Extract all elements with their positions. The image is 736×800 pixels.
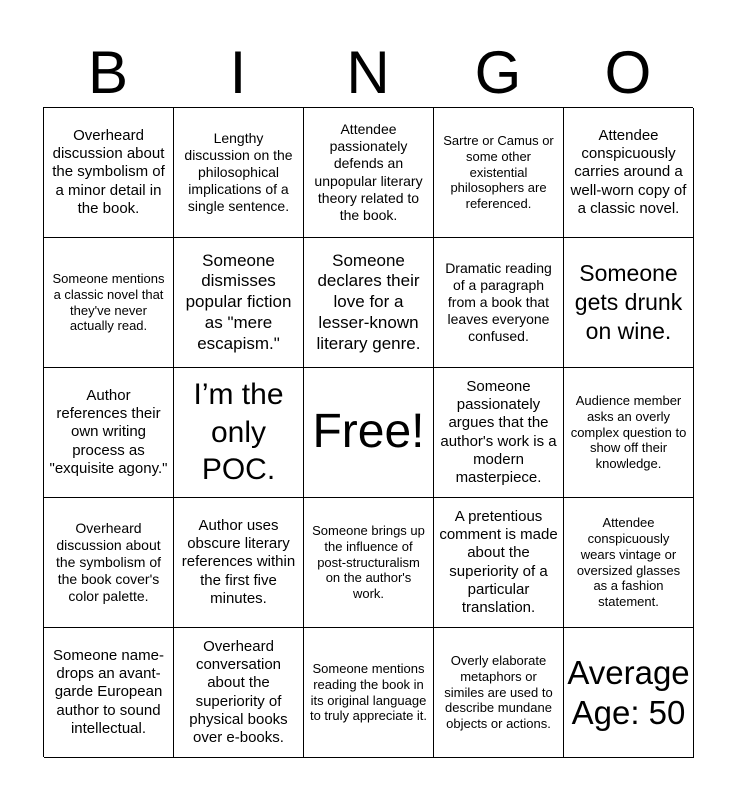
bingo-card [43, 107, 693, 757]
bingo-cell-25[interactable] [564, 628, 694, 758]
cell-text: Overheard conversation about the superiority of physical books over e-books. [189, 637, 288, 747]
header-letter-o: O [604, 39, 652, 106]
bingo-cell-20[interactable] [564, 498, 694, 628]
free-space-text: Free! [312, 405, 425, 459]
cell-text: Someone gets drunk on wine. [574, 260, 683, 344]
cell-text: Audience member asks an overly complex question to show off their knowledge. [570, 392, 687, 472]
cell-text: Someone dismisses popular fiction as "mere escapism." [185, 250, 292, 353]
bingo-cell-4[interactable] [434, 108, 564, 238]
cell-text: Average Age: 50 [567, 653, 690, 731]
bingo-cell-18[interactable] [304, 498, 434, 628]
header-letter-i: I [229, 39, 247, 106]
cell-text: Dramatic reading of a paragraph from a book that leaves everyone confused. [445, 259, 552, 345]
bingo-cell-6[interactable] [44, 238, 174, 368]
bingo-cell-15[interactable] [564, 368, 694, 498]
cell-text: Overheard discussion about the symbolism of the book cover's color palette. [55, 519, 162, 605]
cell-text: Someone mentions a classic novel that they've never actually read. [52, 270, 165, 334]
cell-text: Someone passionately argues that the author's work is a modern masterpiece. [440, 377, 557, 487]
header-letter-n: N [346, 39, 390, 106]
cell-text: Attendee conspicuously carries around a well-worn copy of a classic novel. [570, 126, 687, 217]
bingo-cell-14[interactable] [434, 368, 564, 498]
cell-text: Someone declares their love for a lesser-known literary genre. [316, 250, 421, 353]
bingo-cell-5[interactable] [564, 108, 694, 238]
bingo-header [43, 39, 693, 106]
bingo-cell-21[interactable] [44, 628, 174, 758]
cell-text: I’m the only POC. [193, 378, 284, 487]
cell-text: A pretentious comment is made about the superiority of a particular translation. [439, 507, 558, 617]
bingo-cell-9[interactable] [434, 238, 564, 368]
bingo-cell-10[interactable] [564, 238, 694, 368]
cell-text: Sartre or Camus or some other existential philosophers are referenced. [443, 132, 554, 212]
bingo-cell-1[interactable] [44, 108, 174, 238]
bingo-cell-12[interactable] [174, 368, 304, 498]
bingo-cell-11[interactable] [44, 368, 174, 498]
bingo-cell-24[interactable] [434, 628, 564, 758]
cell-text: Attendee conspicuously wears vintage or oversized glasses as a fashion statement. [576, 514, 681, 610]
cell-text: Overly elaborate metaphors or similes are used to describe mundane objects or actions. [444, 652, 553, 732]
cell-text: Overheard discussion about the symbolism of a minor detail in the book. [52, 126, 165, 217]
cell-text: Attendee passionately defends an unpopular literary theory related to the book. [314, 121, 423, 223]
bingo-cell-16[interactable] [44, 498, 174, 628]
cell-text: Author references their own writing process as "exquisite agony." [49, 386, 168, 477]
cell-text: Lengthy discussion on the philosophical implications of a single sentence. [184, 129, 293, 215]
bingo-cell-3[interactable] [304, 108, 434, 238]
bingo-cell-17[interactable] [174, 498, 304, 628]
cell-text: Someone brings up the influence of post-structuralism on the author's work. [312, 522, 425, 602]
header-letter-b: B [87, 39, 129, 106]
header-letter-g: G [474, 39, 522, 106]
cell-text: Author uses obscure literary references within the first five minutes. [181, 516, 296, 607]
bingo-cell-7[interactable] [174, 238, 304, 368]
bingo-cell-23[interactable] [304, 628, 434, 758]
free-space[interactable] [304, 368, 434, 498]
bingo-cell-19[interactable] [434, 498, 564, 628]
cell-text: Someone mentions reading the book in its original language to truly appreciate it. [309, 660, 428, 724]
bingo-cell-22[interactable] [174, 628, 304, 758]
cell-text: Someone name-drops an avant-garde European author to sound intellectual. [53, 646, 164, 737]
bingo-cell-2[interactable] [174, 108, 304, 238]
bingo-cell-8[interactable] [304, 238, 434, 368]
